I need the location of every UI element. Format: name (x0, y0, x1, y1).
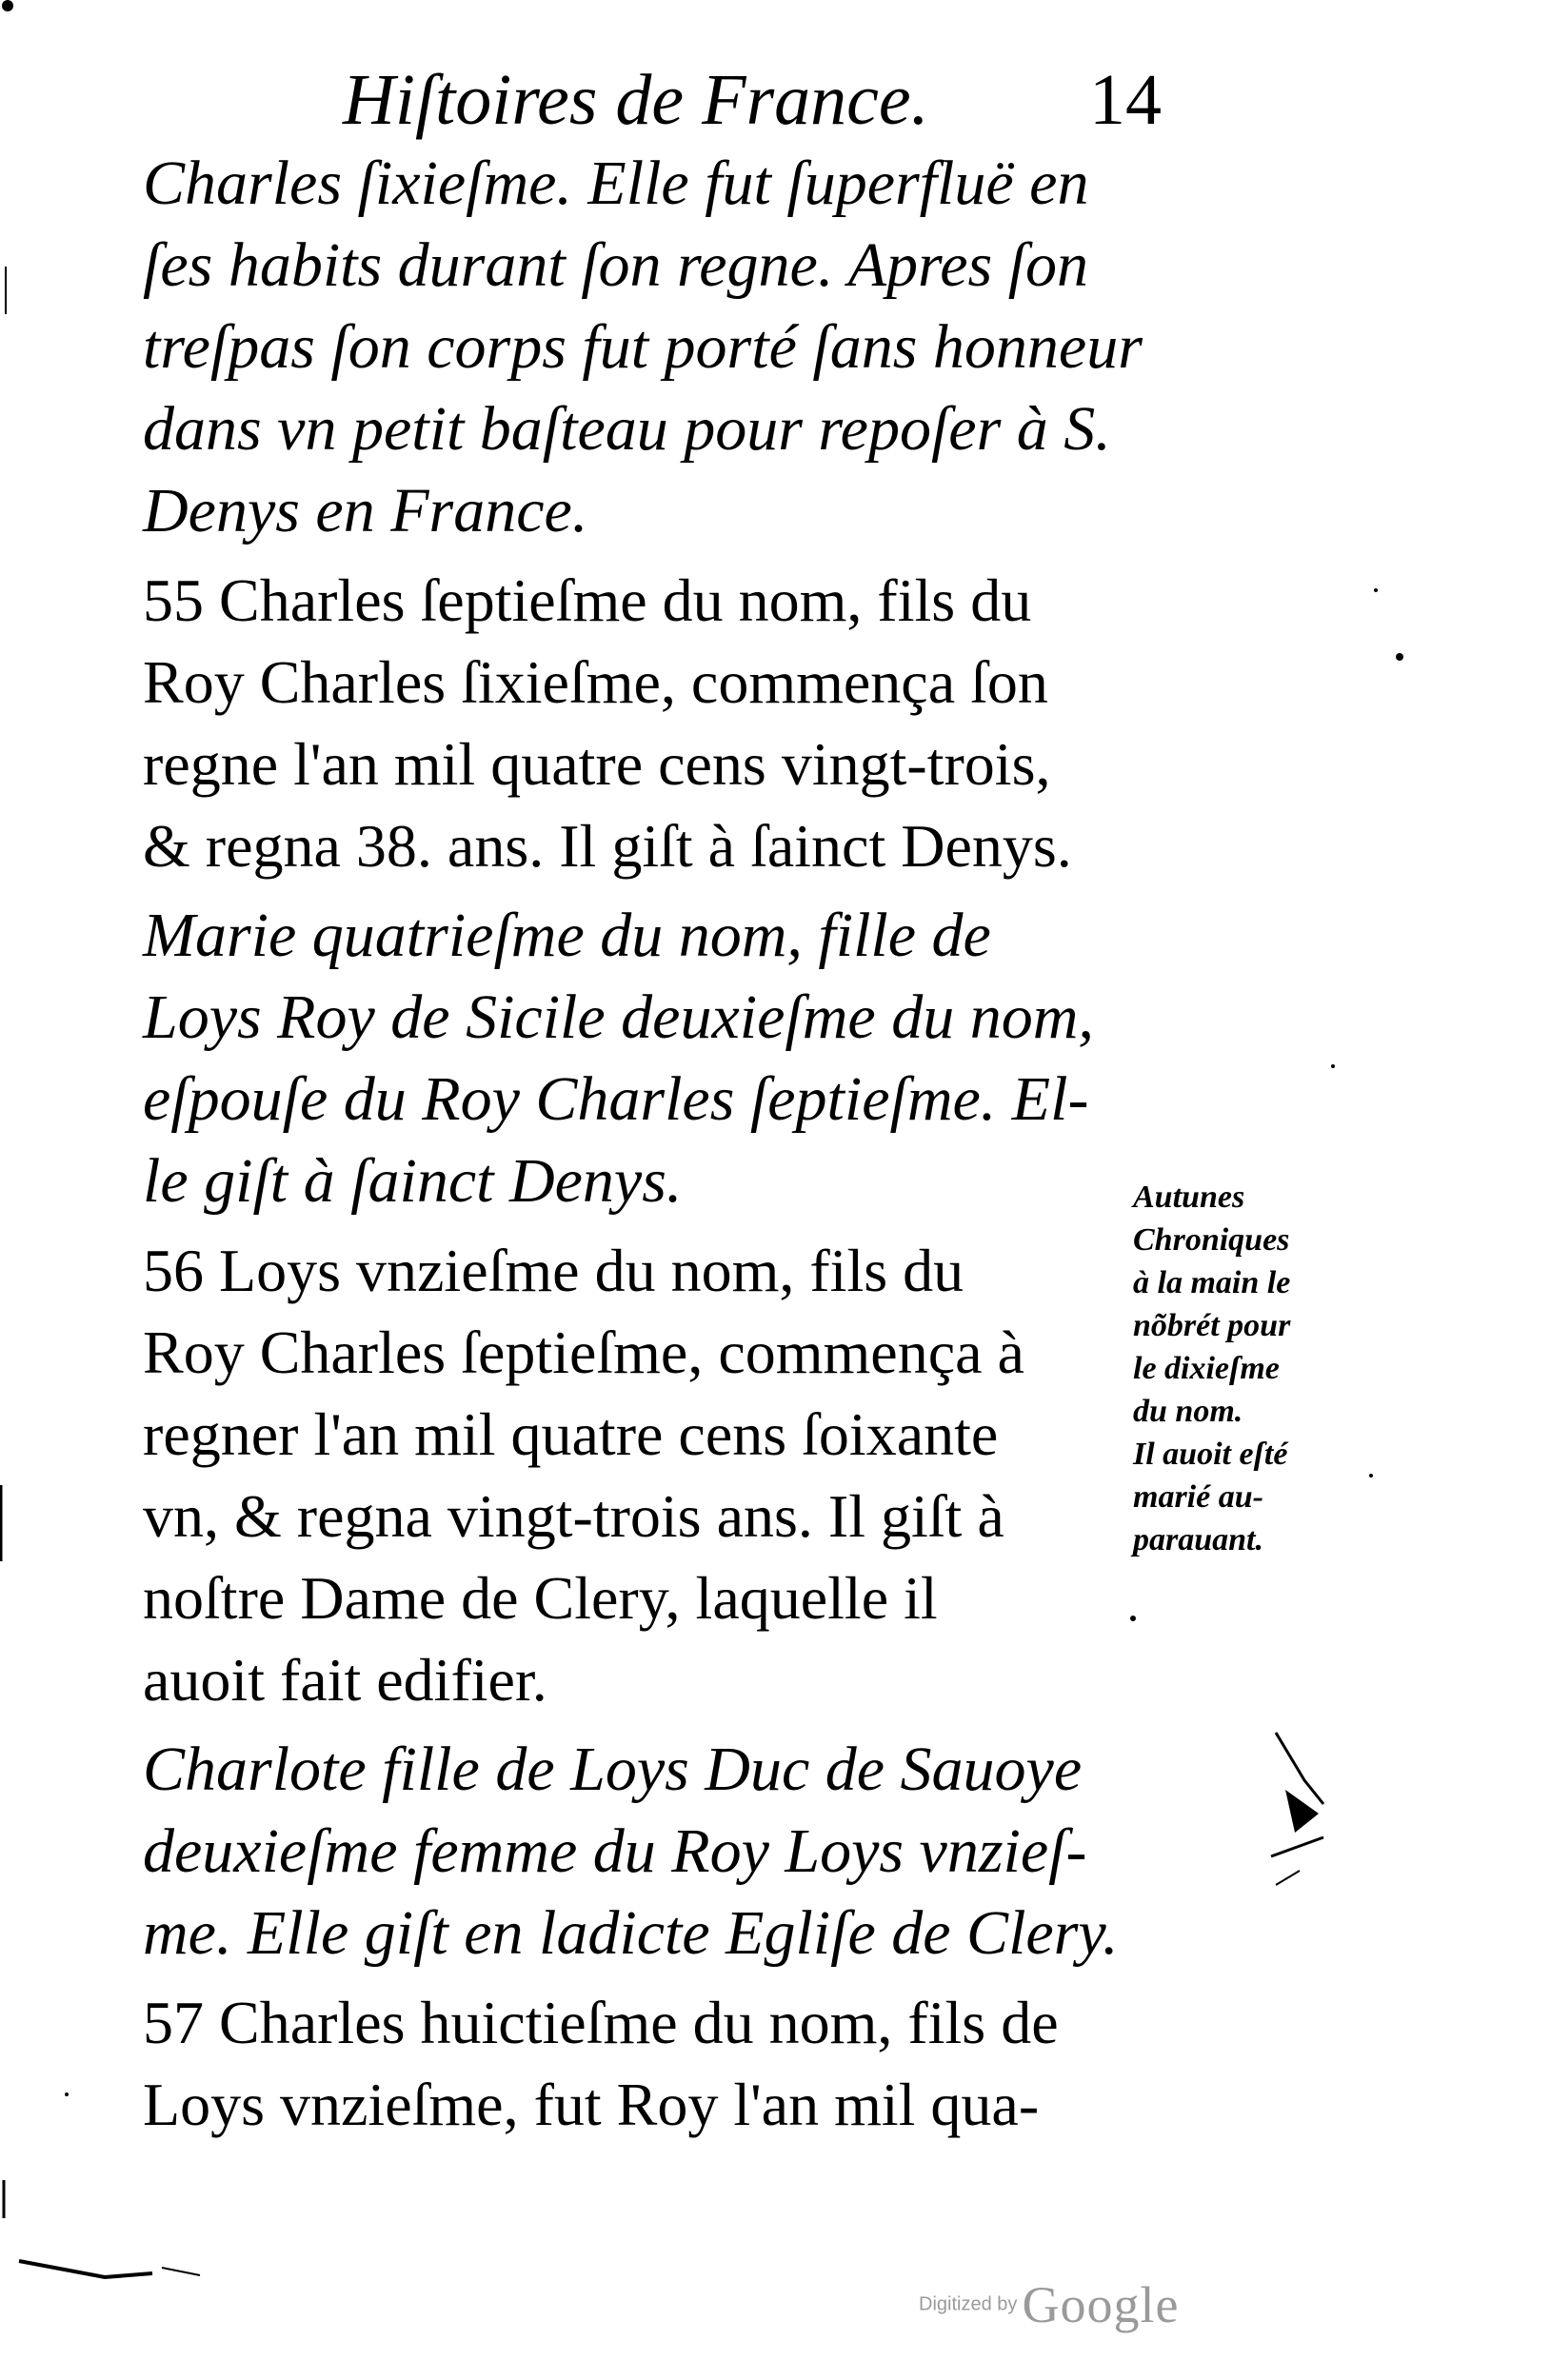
text-line: noſtre Dame de Clery, laquelle il (143, 1564, 938, 1632)
text-line: 57 Charles huictieſme du nom, fils de (143, 1989, 1059, 2056)
text-line: 55 Charles ſeptieſme du nom, fils du (143, 566, 1032, 634)
page-header (343, 48, 1181, 152)
margin-note-line: à la main le (1133, 1265, 1291, 1300)
watermark-prefix: Digitized by (919, 2293, 1018, 2315)
text-line: me. Elle giſt en ladicte Egliſe de Clery. (143, 1898, 1119, 1968)
text-line: dans vn petit baſteau pour repoſer à S. (143, 394, 1111, 464)
text-line: auoit fait edifier. (143, 1646, 547, 1714)
text-line: regner l'an mil quatre cens ſoixante (143, 1400, 999, 1468)
page-number: 14 (1089, 60, 1162, 140)
text-line: Charles ſixieſme. Elle fut ſuperfluë en (143, 149, 1089, 218)
text-line: Loys Roy de Sicile deuxieſme du nom, (143, 982, 1094, 1052)
margin-note-line: Il auoit eſté (1133, 1437, 1288, 1472)
text-line: regne l'an mil quatre cens vingt-trois, (143, 730, 1051, 798)
margin-note-line: du nom. (1133, 1394, 1243, 1429)
paragraph-marie (143, 895, 1133, 1222)
digitized-watermark (919, 2275, 1262, 2332)
google-logo: Google (1022, 2276, 1180, 2333)
margin-note-line: Chroniques (1133, 1222, 1290, 1258)
text-line: deuxieſme femme du Roy Loys vnzieſ- (143, 1816, 1087, 1886)
margin-note-line: nõbrét pour (1133, 1308, 1291, 1343)
text-line: vn, & regna vingt-trois ans. Il giſt à (143, 1482, 1004, 1550)
margin-note (1133, 1176, 1381, 1561)
text-line: Charlote fille de Loys Duc de Sauoye (143, 1735, 1083, 1804)
text-line: Marie quatrieſme du nom, fille de (143, 901, 991, 970)
text-line: treſpas ſon corps fut porté ſans honneur (143, 312, 1143, 382)
text-line: & regna 38. ans. Il giſt à ſainct Denys. (143, 812, 1072, 880)
text-line: Roy Charles ſeptieſme, commença à (143, 1319, 1024, 1386)
text-line: ſes habits durant ſon regne. Apres ſon (143, 230, 1089, 300)
body-text (143, 143, 1143, 2146)
running-title: Hiſtoires de France. (343, 60, 929, 140)
text-line: eſpouſe du Roy Charles ſeptieſme. El- (143, 1064, 1089, 1134)
text-line: Denys en France. (143, 476, 588, 545)
text-line: Loys vnzieſme, fut Roy l'an mil qua- (143, 2071, 1040, 2138)
text-line: Roy Charles ſixieſme, commença ſon (143, 648, 1048, 716)
paragraph-charles-vii (143, 560, 1133, 887)
paragraph-isabeau-burial (143, 143, 1143, 552)
paragraph-charles-viii (143, 1982, 1133, 2146)
text-line: 56 Loys vnzieſme du nom, fils du (143, 1237, 964, 1304)
margin-note-line: le dixieſme (1133, 1351, 1280, 1386)
text-line: le giſt à ſainct Denys. (143, 1146, 683, 1216)
margin-note-line: parauant. (1133, 1522, 1263, 1557)
margin-note-line: Autunes (1133, 1180, 1245, 1215)
margin-note-line: marié au- (1133, 1479, 1263, 1515)
paragraph-charlote (143, 1729, 1133, 1974)
paragraph-loys-xi (143, 1230, 1133, 1721)
